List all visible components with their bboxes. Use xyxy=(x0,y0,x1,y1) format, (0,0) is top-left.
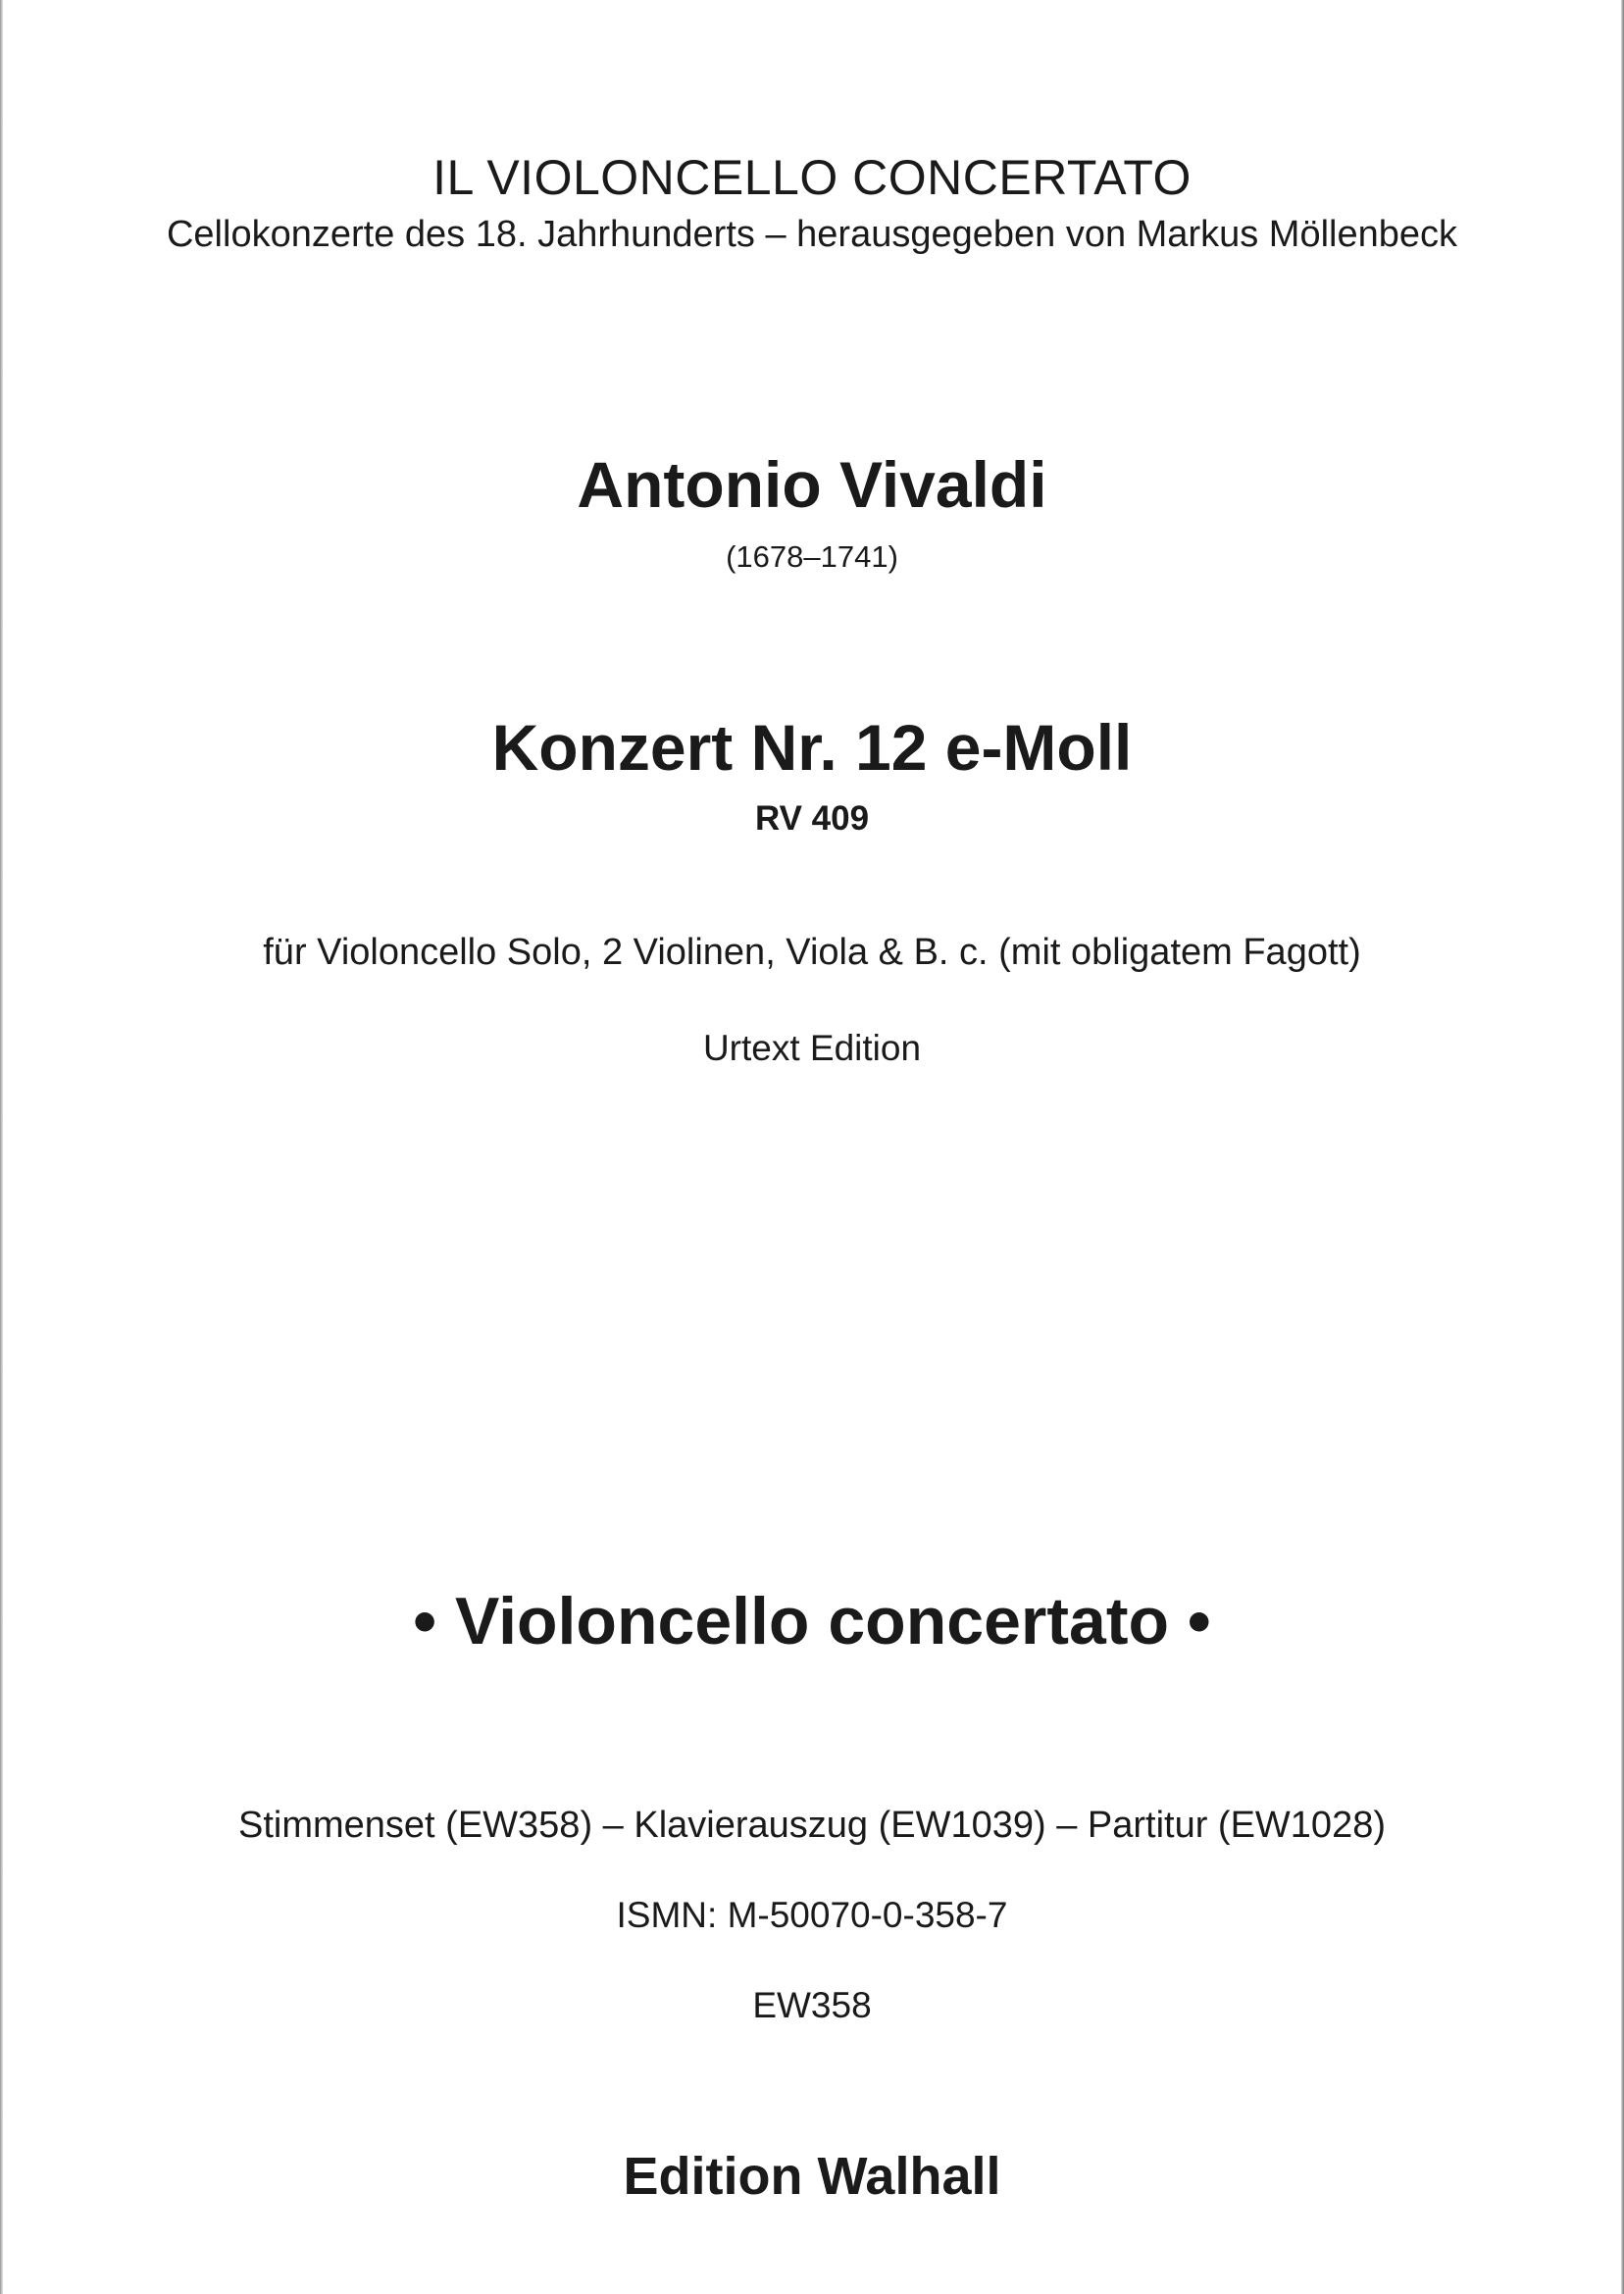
page-edge-left xyxy=(0,0,3,2294)
order-number: EW358 xyxy=(752,1985,872,2025)
composer-dates: (1678–1741) xyxy=(726,539,898,574)
part-heading xyxy=(0,1583,1624,1659)
related-products: Stimmenset (EW358) – Klavierauszug (EW1039) – Partitur (EW1028) xyxy=(238,1805,1386,1846)
ismn: ISMN: M-50070-0-358-7 xyxy=(616,1895,1008,1935)
composer-name: Antonio Vivaldi xyxy=(577,448,1047,521)
publisher-name: Edition Walhall xyxy=(623,2147,1001,2206)
bullet-left: • xyxy=(413,1584,437,1658)
work-title: Konzert Nr. 12 e-Moll xyxy=(491,711,1133,784)
catalog-number: RV 409 xyxy=(754,799,870,838)
instrumentation: für Violoncello Solo, 2 Violinen, Viola & B. c. (mit obligatem Fagott) xyxy=(263,932,1361,973)
edition-type: Urtext Edition xyxy=(702,1028,922,1068)
series-subtitle: Cellokonzerte des 18. Jahrhunderts – herausgegeben von Markus Möllenbeck xyxy=(166,214,1457,255)
series-title: IL VIOLONCELLO CONCERTATO xyxy=(432,150,1192,205)
bullet-right: • xyxy=(1187,1584,1211,1658)
part-name: Violoncello concertato xyxy=(454,1584,1169,1658)
